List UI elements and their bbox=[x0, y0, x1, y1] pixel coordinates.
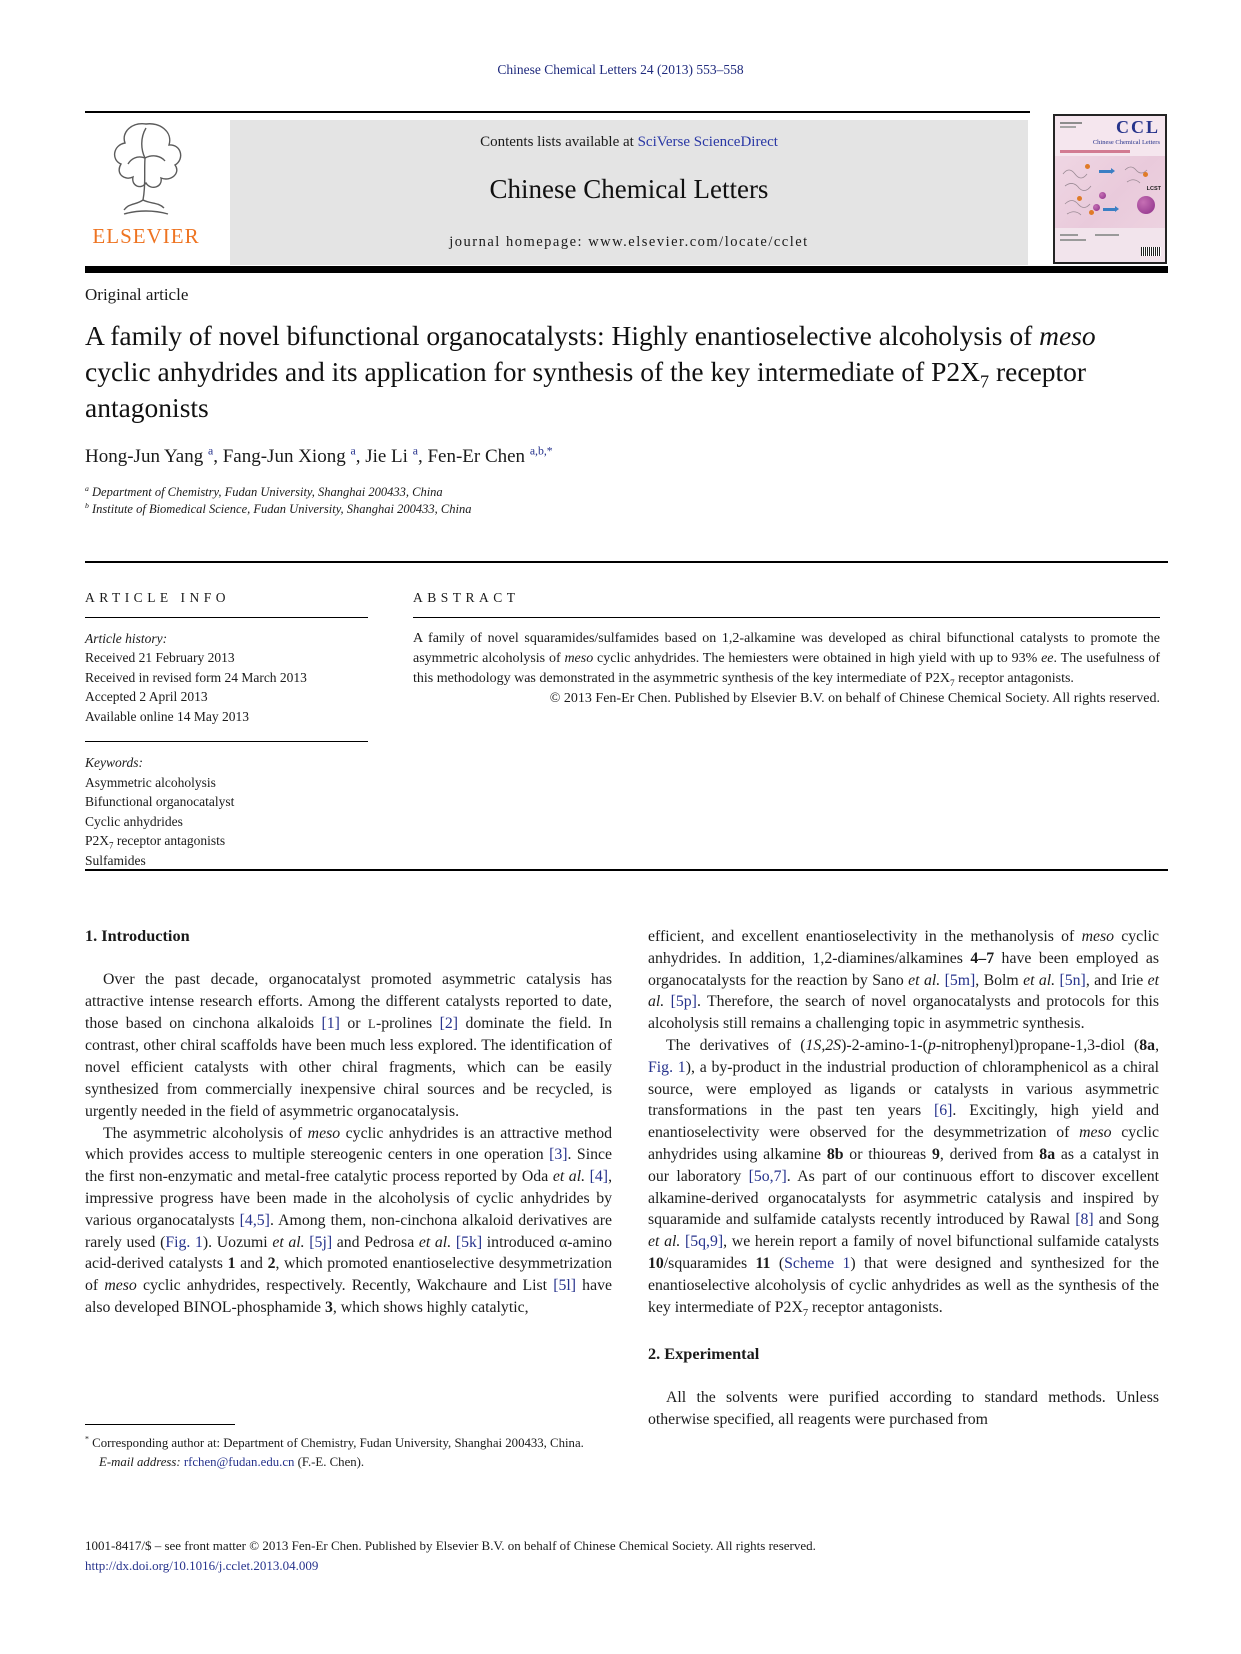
text-run: and Song bbox=[1093, 1211, 1159, 1229]
keywords-list bbox=[85, 773, 368, 871]
cover-decoration bbox=[1060, 122, 1082, 124]
text-run: Department of Chemistry, Fudan University, Shanghai 200433, China bbox=[88, 485, 443, 499]
reference-link[interactable]: [4,5] bbox=[239, 1211, 270, 1229]
cover-decoration bbox=[1095, 234, 1119, 236]
text-run: 8a bbox=[1139, 1036, 1156, 1054]
text-run: The asymmetric alcoholysis of bbox=[103, 1124, 308, 1142]
reference-link[interactable]: [3] bbox=[549, 1146, 568, 1164]
keywords-label: Keywords: bbox=[85, 755, 143, 770]
cover-decoration bbox=[1099, 192, 1106, 199]
text-run: et al. bbox=[648, 1233, 681, 1251]
body-paragraph bbox=[648, 926, 1159, 1035]
article-info-heading: ARTICLE INFO bbox=[85, 590, 231, 605]
footnote-email-line bbox=[85, 1453, 612, 1472]
divider bbox=[85, 1424, 235, 1425]
text-run: cyclic anhydrides using alkamine bbox=[648, 1124, 1159, 1163]
cover-lcst-label: LCST bbox=[1146, 186, 1161, 192]
text-run: , which promoted enantioselective desymmetrization of bbox=[85, 1255, 612, 1295]
affiliation-line bbox=[85, 501, 471, 518]
divider bbox=[413, 617, 1160, 618]
text-run: cyclic anhydrides. In addition, 1,2-diamines/alkamines bbox=[648, 928, 1159, 967]
text-run: 7 bbox=[980, 371, 990, 392]
corresponding-author-footnote bbox=[85, 1424, 612, 1472]
reference-link[interactable]: Scheme 1 bbox=[784, 1254, 851, 1272]
text-run: -nitrophenyl)propane-1,3-diol ( bbox=[935, 1036, 1140, 1054]
body-paragraph bbox=[85, 1123, 612, 1319]
reference-link[interactable]: [5j] bbox=[309, 1233, 333, 1251]
divider bbox=[85, 869, 1168, 871]
text-run: a bbox=[350, 444, 356, 458]
text-run: . Among them, non-cinchona alkaloid derivatives are rarely used ( bbox=[85, 1211, 612, 1251]
contents-prefix: Contents lists available at bbox=[480, 134, 638, 150]
text-run: et al. bbox=[552, 1168, 586, 1186]
text-run: Hong-Jun Yang bbox=[85, 446, 208, 467]
text-run: The derivatives of ( bbox=[666, 1036, 806, 1054]
affiliation-line bbox=[85, 484, 471, 501]
text-run: , derived from bbox=[939, 1145, 1040, 1163]
cover-decoration bbox=[1099, 170, 1111, 173]
text-run: 4–7 bbox=[970, 949, 995, 967]
text-run: et al. bbox=[272, 1233, 305, 1251]
reference-link[interactable]: [5l] bbox=[553, 1277, 577, 1295]
text-run: b bbox=[85, 500, 89, 510]
text-run: . The usefulness of this methodology was demonstrated in the asymmetric synthesis of the key intermediate of P2X bbox=[413, 651, 1160, 686]
text-run: et al. bbox=[418, 1233, 452, 1251]
text-run: 2 bbox=[267, 1255, 276, 1273]
text-run: E-mail address: bbox=[99, 1455, 181, 1469]
text-run: et al. bbox=[1023, 971, 1056, 989]
cover-footer bbox=[1055, 228, 1165, 262]
footnote-line bbox=[85, 1434, 612, 1453]
text-run: 7 bbox=[949, 677, 955, 688]
text-run: , impressive progress have been made in the alcoholysis of cyclic anhydrides by various organocatalysts bbox=[85, 1168, 613, 1229]
text-run: , Fang-Jun Xiong bbox=[213, 446, 351, 467]
text-run: -prolines bbox=[375, 1014, 440, 1032]
text-run: a,b,* bbox=[529, 444, 553, 458]
abstract-text bbox=[413, 629, 1160, 689]
text-run: have also developed BINOL-phosphamide bbox=[85, 1277, 613, 1316]
cover-decoration bbox=[1103, 208, 1115, 211]
text-run: , and Irie bbox=[1085, 971, 1148, 989]
keyword-item: Bifunctional organocatalyst bbox=[85, 794, 235, 809]
reference-link[interactable]: [6] bbox=[933, 1102, 953, 1120]
text-run: , which shows highly catalytic, bbox=[332, 1298, 529, 1316]
text-run: 10 bbox=[648, 1254, 664, 1272]
article-type-label: Original article bbox=[85, 285, 189, 304]
body-column-right bbox=[648, 926, 1159, 1431]
cover-journal-name: Chinese Chemical Letters bbox=[1092, 139, 1160, 146]
text-run: 8b bbox=[826, 1145, 844, 1163]
text-run: 1 bbox=[227, 1255, 236, 1273]
text-run: ), a by-product in the industrial production of chloramphenicol as a chiral source, were employed as ligands or catalysts in various asymmetric transformations in the past ten years bbox=[648, 1058, 1159, 1120]
page-footer bbox=[85, 1536, 1168, 1576]
journal-title: Chinese Chemical Letters bbox=[489, 174, 769, 204]
text-run: and bbox=[235, 1255, 268, 1273]
cover-barcode bbox=[1141, 247, 1161, 256]
text-run: 11 bbox=[755, 1254, 771, 1272]
text-run: dominate the field. In contrast, other chiral scaffolds have been much less explored. The identification of novel efficient catalysts with other chiral fragments, which can be easily synthesized from commercially inexpensive chiral sources and be recycled, is urgently needed in the field of asymmetric organocatalysis. bbox=[85, 1014, 613, 1120]
abstract-panel bbox=[413, 588, 1160, 709]
reference-link[interactable]: [5m] bbox=[944, 971, 976, 989]
text-run: ). Uozumi bbox=[202, 1233, 273, 1251]
text-run: ( bbox=[770, 1254, 785, 1272]
keyword-item: Asymmetric alcoholysis bbox=[85, 774, 216, 790]
reference-link[interactable]: [8] bbox=[1075, 1211, 1094, 1229]
reference-link[interactable]: [5q,9] bbox=[685, 1233, 724, 1251]
text-run: * bbox=[85, 1434, 89, 1444]
elsevier-tree-icon bbox=[85, 118, 207, 222]
text-run: , bbox=[1155, 1036, 1160, 1054]
doi-link[interactable]: http://dx.doi.org/10.1016/j.cclet.2013.04.009 bbox=[85, 1558, 319, 1573]
text-run: 9 bbox=[931, 1145, 940, 1163]
cover-decoration bbox=[1143, 172, 1148, 177]
keyword-item: Sulfamides bbox=[85, 852, 146, 868]
text-run: 7 bbox=[802, 1307, 809, 1319]
text-run: , we herein report a family of novel bifunctional sulfamide catalysts bbox=[723, 1233, 1159, 1251]
article-history-item: Received 21 February 2013 bbox=[85, 650, 235, 665]
text-run: and Pedrosa bbox=[332, 1233, 419, 1251]
text-run: . Excitingly, high yield and enantioselectivity were observed for the desymmetrization of bbox=[648, 1102, 1159, 1142]
text-run: , Bolm bbox=[975, 971, 1024, 989]
text-run: 7 bbox=[109, 840, 114, 851]
text-run: meso bbox=[564, 651, 594, 666]
affiliations bbox=[85, 484, 471, 518]
reference-link[interactable]: [5k] bbox=[455, 1233, 483, 1251]
cover-decoration bbox=[1085, 164, 1090, 169]
reference-link[interactable]: [5n] bbox=[1059, 971, 1086, 989]
text-run: et al. bbox=[908, 971, 941, 989]
text-run: meso bbox=[1079, 1124, 1112, 1142]
text-run: or thioureas bbox=[843, 1145, 932, 1163]
reference-link[interactable]: Fig. 1 bbox=[648, 1058, 686, 1076]
article-title bbox=[85, 318, 1097, 426]
cover-artwork bbox=[1055, 156, 1165, 228]
issn-copyright-line: 1001-8417/$ – see front matter © 2013 Fen-Er Chen. Published by Elsevier B.V. on behalf of Chinese Chemical Society. All rights reserved. bbox=[85, 1538, 816, 1553]
text-run: receptor antagonists. bbox=[808, 1298, 943, 1316]
cover-decoration bbox=[1137, 196, 1155, 214]
keyword-item bbox=[85, 831, 368, 851]
cover-decoration bbox=[1060, 126, 1076, 128]
text-run: All the solvents were purified according to standard methods. Unless otherwise specified, all reagents were purchased from bbox=[648, 1389, 1159, 1429]
text-run: have been employed as organocatalysts for the reaction by Sano bbox=[648, 949, 1159, 989]
text-run: 3 bbox=[324, 1298, 333, 1316]
text-run: . As part of our continuous effort to discover excellent alkamine-derived organocatalysts for asymmetric catalysis and inspired by squaramide and sulfamide catalysts recently introduced by Rawal bbox=[648, 1167, 1160, 1229]
text-run: Corresponding author at: Department of Chemistry, Fudan University, Shanghai 200433, China. bbox=[88, 1436, 584, 1450]
reference-link[interactable]: [5p] bbox=[670, 993, 697, 1011]
text-run: Over the past decade, organocatalyst promoted asymmetric catalysis has attractive intense research efforts. Among the different catalysts reported to date, those based on cinchona alkaloids bbox=[85, 971, 612, 1032]
body-paragraph bbox=[648, 1387, 1159, 1431]
article-history-item: Received in revised form 24 March 2013 bbox=[85, 669, 307, 685]
text-run: ) that were designed and synthesized for the enantioselective alcoholysis of cyclic anhydrides as well as the synthesis of the key intermediate of P2X bbox=[648, 1254, 1159, 1316]
text-run: receptor antagonists. bbox=[954, 671, 1074, 686]
text-run: cyclic anhydrides is an attractive method which provides access to multiple stereogenic centers in one operation bbox=[85, 1124, 612, 1164]
article-history-item: Accepted 2 April 2013 bbox=[85, 689, 208, 704]
body-paragraph bbox=[648, 1035, 1159, 1318]
text-run: , Fen-Er Chen bbox=[417, 446, 530, 467]
divider bbox=[85, 266, 1168, 273]
text-run: P2X bbox=[85, 833, 110, 848]
text-run: or bbox=[339, 1014, 369, 1032]
text-run: Institute of Biomedical Science, Fudan University, Shanghai 200433, China bbox=[88, 502, 472, 516]
text-run: a bbox=[208, 444, 214, 458]
text-run: meso bbox=[104, 1277, 137, 1295]
section-heading: 1. Introduction bbox=[85, 926, 190, 945]
article-history-label: Article history: bbox=[85, 630, 168, 646]
journal-citation: Chinese Chemical Letters 24 (2013) 553–558 bbox=[497, 62, 744, 77]
sciverse-sciencedirect-link[interactable]: SciVerse ScienceDirect bbox=[637, 134, 778, 150]
elsevier-logo bbox=[85, 118, 207, 260]
divider bbox=[85, 561, 1168, 563]
reference-link[interactable]: [1] bbox=[321, 1014, 340, 1032]
text-run: as a catalyst in our laboratory bbox=[648, 1145, 1159, 1185]
article-history-list bbox=[85, 648, 368, 726]
text-run: . Since the first non-enzymatic and metal-free catalytic process reported by Oda bbox=[85, 1146, 612, 1186]
text-run: introduced α-amino acid-derived catalysts bbox=[85, 1233, 613, 1273]
text-run: 1S,2S bbox=[805, 1036, 842, 1054]
text-run: )-2-amino-1-( bbox=[841, 1036, 928, 1054]
cover-decoration bbox=[1077, 196, 1082, 201]
text-run: ee bbox=[1041, 651, 1054, 666]
cover-decoration bbox=[1060, 234, 1078, 236]
text-run: receptor antagonists bbox=[85, 356, 1087, 423]
body-paragraph bbox=[85, 969, 612, 1123]
cover-decoration bbox=[1089, 210, 1094, 215]
text-run: cyclic anhydrides, respectively. Recently, Wakchaure and List bbox=[136, 1277, 554, 1295]
text-run: meso bbox=[1081, 928, 1115, 945]
keyword-item: Cyclic anhydrides bbox=[85, 813, 183, 829]
divider bbox=[85, 617, 368, 618]
divider bbox=[85, 741, 368, 742]
body-column-left bbox=[85, 926, 612, 1319]
text-run: a bbox=[412, 444, 418, 458]
text-run: cyclic anhydrides and its application for synthesis of the key intermediate of P2X bbox=[85, 356, 981, 387]
text-run: meso bbox=[307, 1124, 341, 1142]
divider bbox=[85, 111, 1030, 113]
text-run: receptor antagonists bbox=[113, 833, 226, 848]
cover-decoration bbox=[1060, 239, 1086, 241]
text-run: meso bbox=[1039, 320, 1096, 351]
cover-decoration bbox=[1060, 150, 1130, 153]
reference-link[interactable]: [2] bbox=[439, 1014, 458, 1032]
text-run: p bbox=[927, 1036, 936, 1054]
journal-cover-thumbnail bbox=[1053, 114, 1167, 264]
reference-link[interactable]: Fig. 1 bbox=[165, 1233, 203, 1251]
article-history-item: Available online 14 May 2013 bbox=[85, 708, 249, 724]
reference-link[interactable]: [5o,7] bbox=[748, 1167, 787, 1185]
text-run: cyclic anhydrides. The hemiesters were obtained in high yield with up to 93% bbox=[593, 651, 1042, 666]
text-run: et al. bbox=[648, 971, 1160, 1011]
text-run: /squaramides bbox=[663, 1254, 756, 1272]
article-info-panel bbox=[85, 588, 368, 870]
abstract-copyright: © 2013 Fen-Er Chen. Published by Elsevier B.V. on behalf of Chinese Chemical Society. All rights reserved. bbox=[549, 691, 1160, 706]
text-run: L bbox=[368, 1016, 376, 1031]
text-run: . Therefore, the search of novel organocatalysts and protocols for this alcoholysis still remains a challenging topic in asymmetric synthesis. bbox=[648, 993, 1160, 1033]
section-heading: 2. Experimental bbox=[648, 1344, 760, 1364]
text-run: A family of novel squaramides/sulfamides based on 1,2-alkamine was developed as chiral bifunctional catalysts to promote the asymmetric alcoholysis of bbox=[413, 631, 1160, 666]
elsevier-wordmark: ELSEVIER bbox=[92, 224, 200, 248]
text-run: (F.-E. Chen). bbox=[294, 1455, 365, 1469]
abstract-heading: ABSTRACT bbox=[413, 590, 520, 605]
journal-homepage-line[interactable]: journal homepage: www.elsevier.com/locate/cclet bbox=[449, 234, 809, 250]
text-run: a bbox=[85, 483, 89, 493]
reference-link[interactable]: [4] bbox=[589, 1168, 609, 1186]
journal-header-box bbox=[230, 120, 1028, 265]
text-run: 8a bbox=[1039, 1145, 1056, 1163]
contents-line bbox=[230, 134, 1028, 151]
text-run: , Jie Li bbox=[355, 446, 413, 467]
cover-ccl-logo: CCL bbox=[1115, 117, 1160, 137]
text-run: efficient, and excellent enantioselectivity in the methanolysis of bbox=[648, 928, 1082, 945]
author-list bbox=[85, 446, 553, 468]
cover-decoration bbox=[1093, 204, 1100, 211]
text-run: A family of novel bifunctional organocatalysts: Highly enantioselective alcoholysis of bbox=[85, 320, 1040, 351]
reference-link[interactable]: rfchen@fudan.edu.cn bbox=[183, 1455, 295, 1469]
